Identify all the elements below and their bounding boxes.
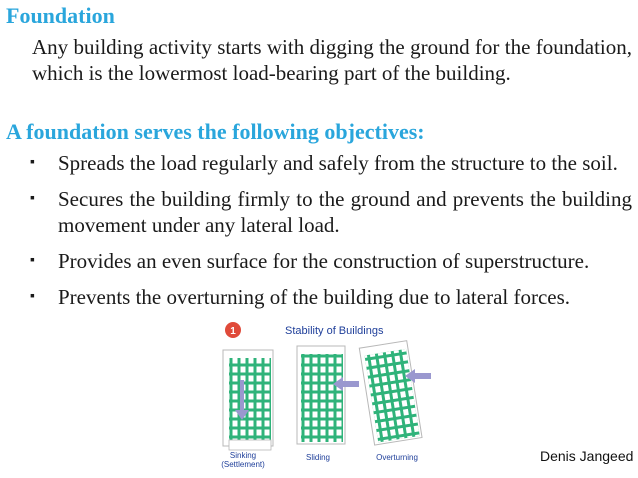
overturning-label: Overturning xyxy=(376,453,418,462)
objectives-heading: A foundation serves the following objectives: xyxy=(6,119,425,144)
bullet-text: Spreads the load regularly and safely from the structure to the soil. xyxy=(58,151,618,175)
figure-title: Stability of Buildings xyxy=(285,325,384,337)
overturning-building xyxy=(359,341,422,445)
bullet-text: Provides an even surface for the construction of superstructure. xyxy=(58,249,590,273)
sliding-building xyxy=(297,346,359,444)
list-item xyxy=(30,186,632,238)
figure-number: 1 xyxy=(230,326,236,337)
settlement-label: (Settlement) xyxy=(221,460,265,469)
sliding-label: Sliding xyxy=(305,453,331,462)
slide-title: Foundation xyxy=(6,3,115,28)
objectives-list xyxy=(30,150,632,320)
square-bullet-icon: ▪ xyxy=(30,191,35,206)
bullet-text: Prevents the overturning of the building due to lateral forces. xyxy=(58,285,571,309)
bullet-text: Secures the building firmly to the ground and prevents the building movement under any lateral load. xyxy=(58,187,632,237)
figure-number-badge xyxy=(225,322,241,338)
sinking-label: Sinking xyxy=(229,451,257,460)
stability-of-buildings-figure xyxy=(215,320,455,470)
square-bullet-icon: ▪ xyxy=(30,253,35,268)
sinking-building xyxy=(223,350,273,450)
author-credit: Denis Jangeed xyxy=(540,448,634,464)
list-item xyxy=(30,284,632,310)
square-bullet-icon: ▪ xyxy=(30,289,35,304)
square-bullet-icon: ▪ xyxy=(30,155,35,170)
list-item xyxy=(30,150,632,176)
intro-paragraph: Any building activity starts with digging the ground for the foundation, which is the lowermost load-bearing part of the building. xyxy=(32,35,632,85)
list-item xyxy=(30,248,632,274)
